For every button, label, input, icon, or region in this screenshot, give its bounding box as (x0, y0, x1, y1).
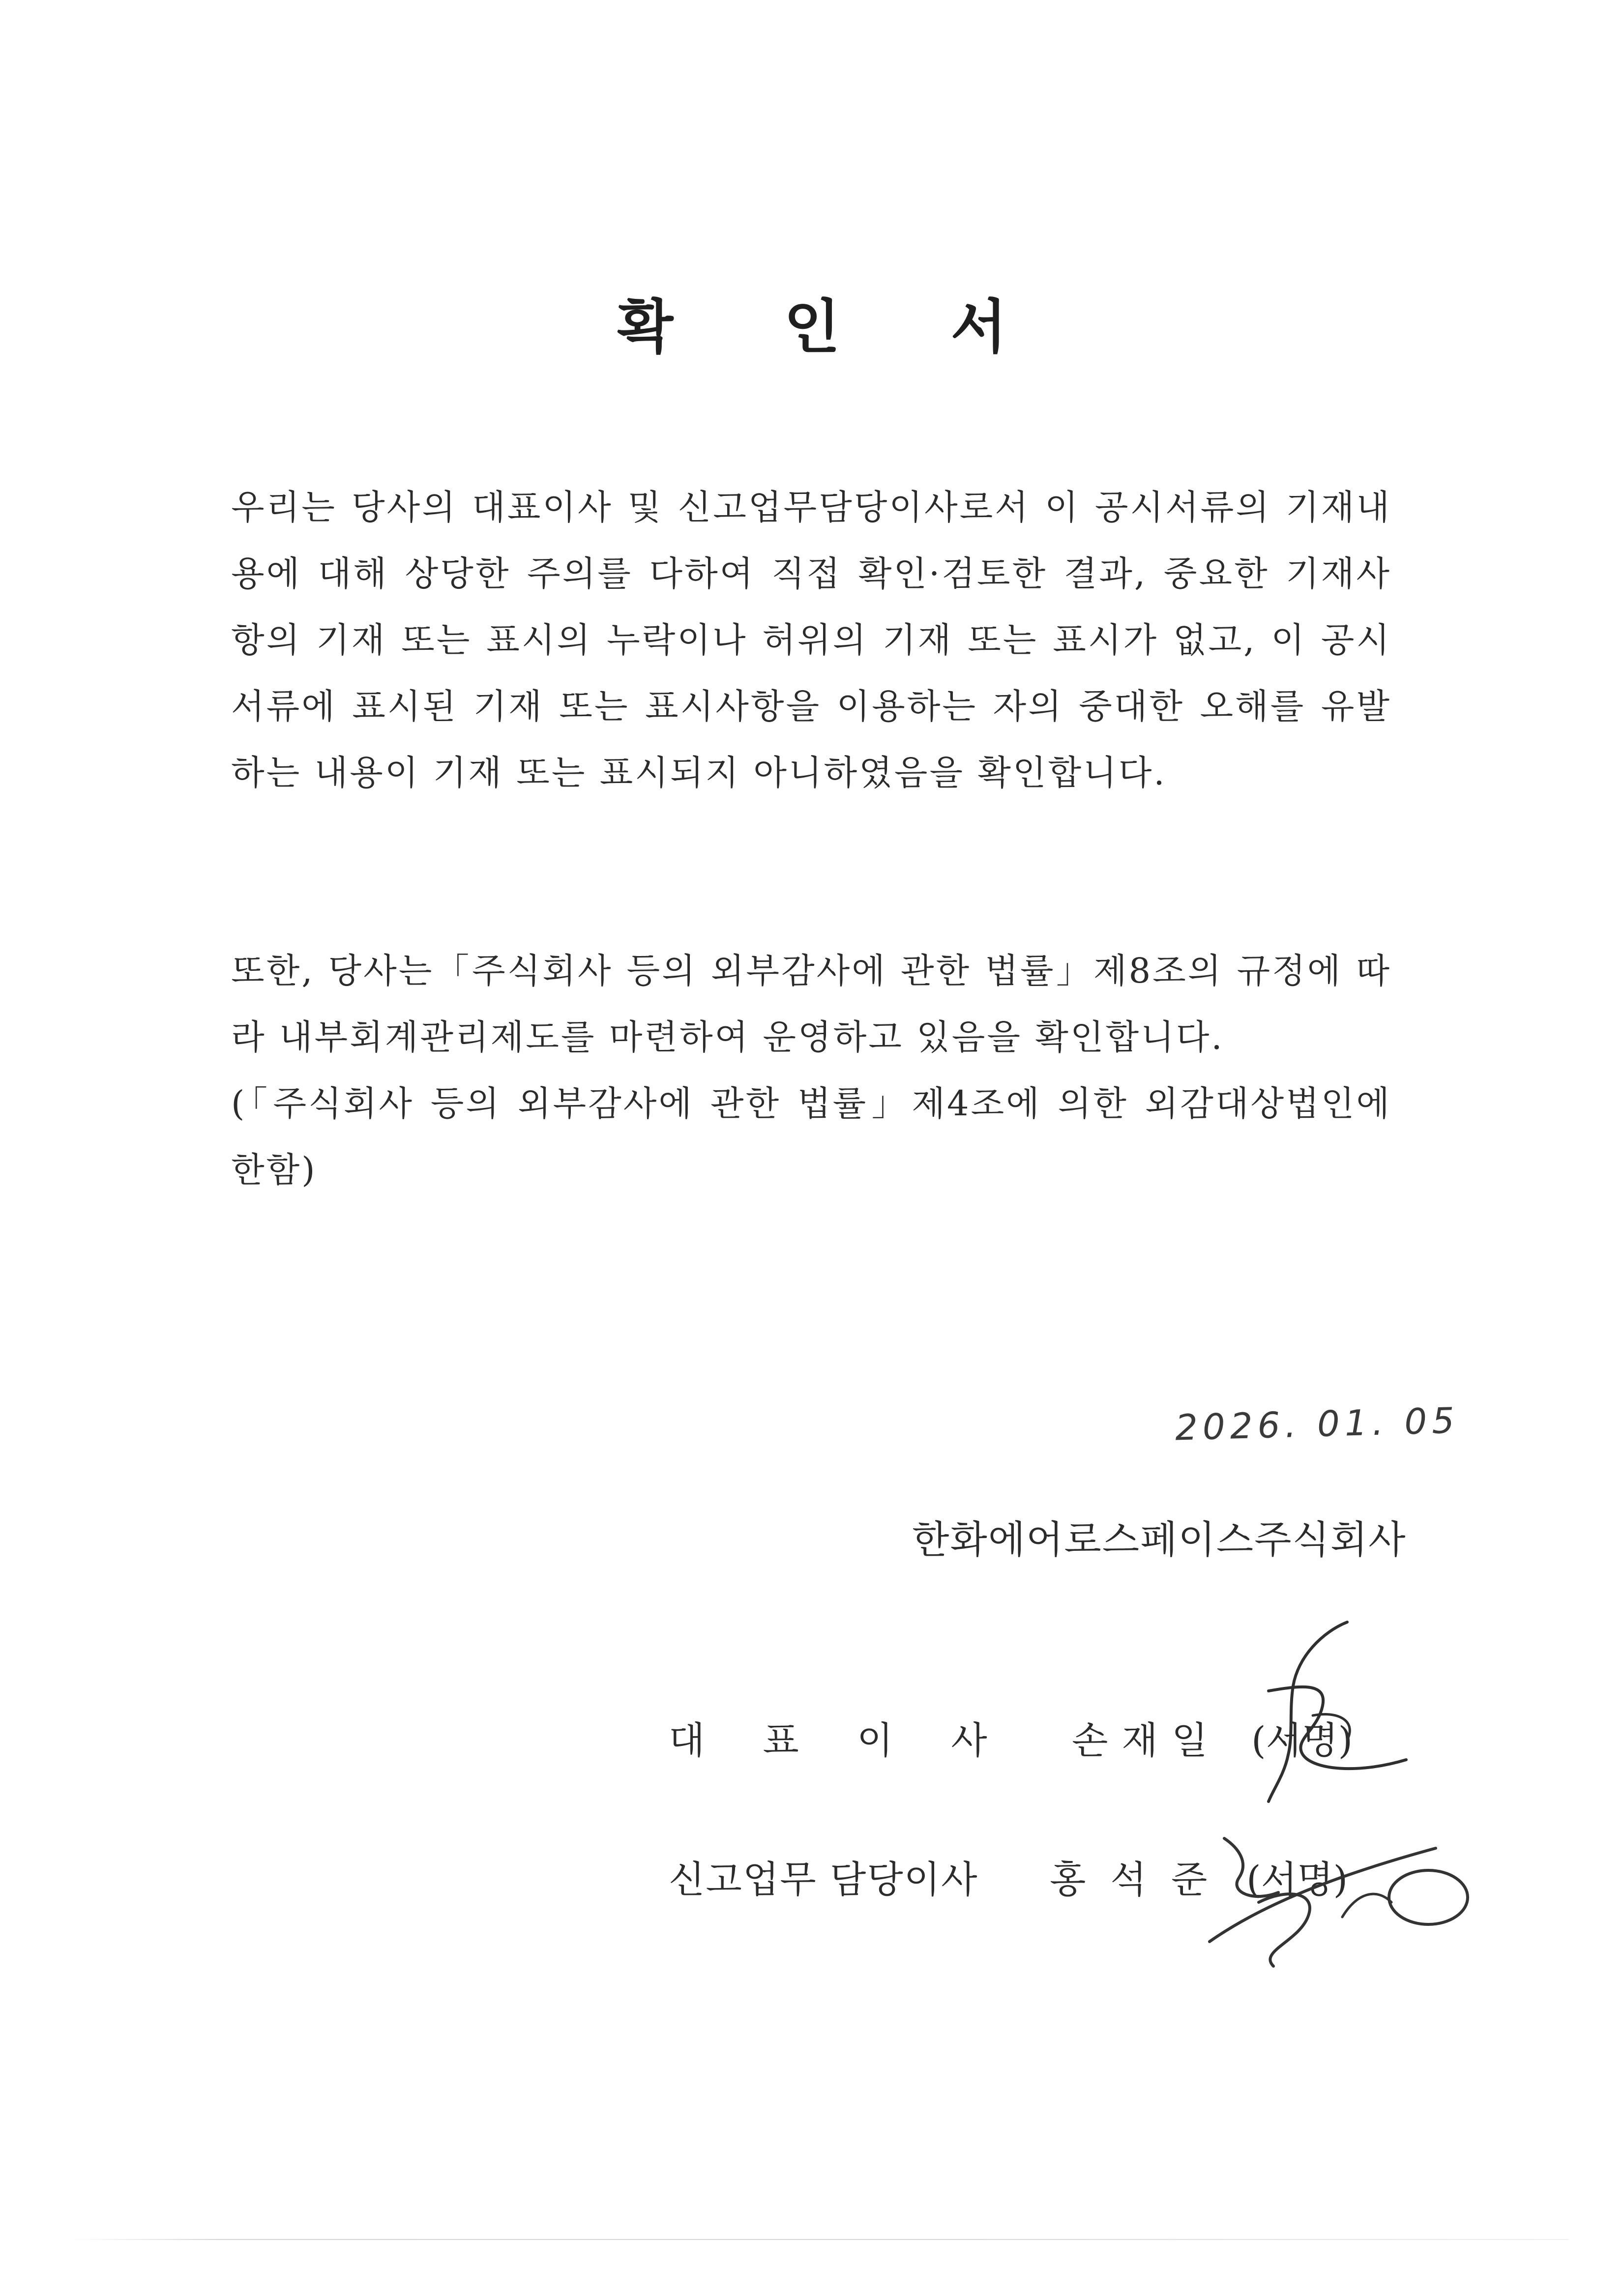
company-name: 한화에어로스페이스주식회사 (912, 1518, 1407, 1562)
signatory-role: 대표이사 (669, 1718, 1045, 1762)
document-title: 확 인 서 (617, 292, 1052, 361)
internal-control-paragraph: 또한, 당사는「주식회사 등의 외부감사에 관한 법률」제8조의 규정에 따라 내부회계관리제도를 마련하여 운영하고 있음을 확인합니다. (231, 951, 1391, 1057)
signatory-name: 홍석준 (1050, 1858, 1232, 1901)
signatory-name: 손재일 (1072, 1718, 1222, 1762)
scan-edge-line (69, 2239, 1568, 2240)
signature-mark-label: (서명) (1246, 1858, 1348, 1901)
signature-mark-label: (서명) (1251, 1718, 1353, 1762)
handwritten-date: 2026. 01. 05 (1174, 1399, 1460, 1449)
confirmation-paragraph: 우리는 당사의 대표이사 및 신고업무담당이사로서 이 공시서류의 기재내용에 대해 상당한 주의를 다하여 직접 확인·검토한 결과, 중요한 기재사항의 기재 또는 표시의 누락이나 허위의 기재 또는 표시가 없고, 이 공시서류에 표시된 기재 또는 표시사항을 이용하는 자의 중대한 오해를 유발하는 내용이 기재 또는 표시되지 아니하였음을 확인합니다. (231, 487, 1391, 793)
signatory-role: 신고업무 담당이사 (669, 1858, 978, 1901)
scope-note-paragraph: (「주식회사 등의 외부감사에 관한 법률」제4조에 의한 외감대상법인에 한함) (231, 1083, 1391, 1190)
